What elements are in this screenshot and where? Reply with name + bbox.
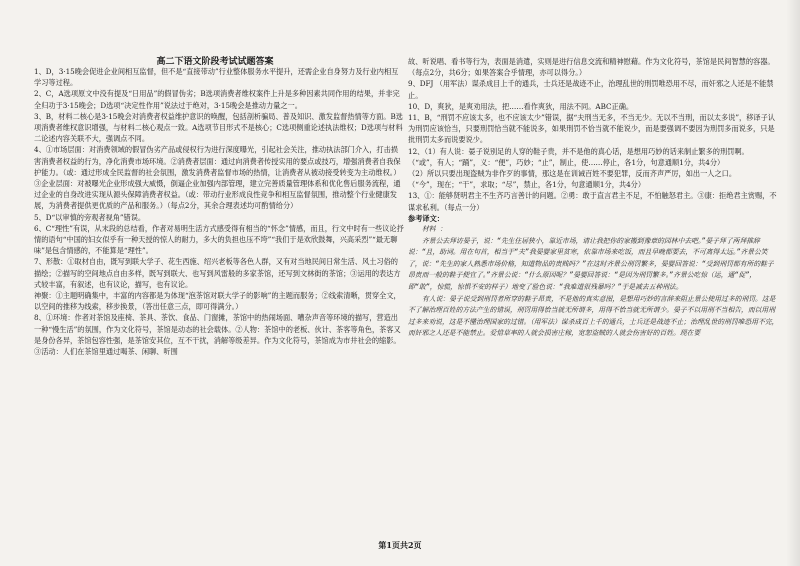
answer-9: 9、DFJ （用军法）谋杀成目上千的通兵，士兵还是战迹不止，治理乱世的刑罚唯恐用不尽，而奸邪之人还是不能禁止。 [408, 79, 774, 100]
answer-12-2-score: （“今”，现在；“干”，求取；“尽”，禁止，各1分，句意通顺1分，共4分） [408, 180, 646, 190]
answer-13: 13、①：能够贤明君主不生齐巧言善计的问题。②勇：敢于直言君主不足，不怕触怒君主。③康：拒绝君主赏赐，不谋求私利。（每点一分） [408, 191, 777, 212]
answer-12-1: 12、（1）有人说：晏子说别足的人穿的鞋子贵，并不是他的真心话，是想用巧妙的话来制止繁多的刑罚啊。 [408, 146, 749, 156]
page-title: 高二下语文阶段考试试题答案 [156, 57, 274, 67]
answer-7-form: 7、形散：①取材自由，既写到联大学子、花生西施、绍兴老板等各色人群，又有对当地民间日常生活、风土习俗的描绘；②描写的空间地点自由多样，既写到联大、也写到风雷般的多家茶馆，还写到文林街的茶馆；③运用的表达方式较丰富，有叙述，也有议论，描写，也有议论。 [34, 257, 401, 289]
page-footer: 第1页共2页 [378, 540, 422, 550]
scan-edge-shadow [786, 0, 800, 566]
material-label: 材料 ： [422, 225, 447, 234]
answer-7-spirit: 神聚：①主题明确集中，丰富的内容都是为体现“泡茶馆对联大学子的影响”的主题而服务；②线索清晰，贯穿全文，以空间的推移为线索，移步换景，（答出任意三点，即可得满分。） [34, 291, 401, 312]
answer-12-2: （2）所以只要出现盗贼为非作歹的事情，那这是在训诫百姓不要犯罪，反而齐声严厉，如出一人之口。 [408, 169, 737, 179]
translation-para-2: 有人说：晏子说受到刑罚者所穿的鞋子昂贵，不是他的真实意图，是想用巧妙的言辞来阻止景公使用过多的刑罚。这是不了解治理百姓的方法产生的错误，刑罚用得恰当就无所谓多，用得不恰当就无所谓少。晏子不以用刑不当相告，而以用刑过多来劝说，这是不懂治理国家的过错。（用军法）谋杀成百上千的通兵，士兵还是战迹不止；治理乱世的刑罚唯恐用不完，而奸邪之人还是不能禁止。爱惜草率的人就会损害庄稼，宽恕盗贼的人就会伤害好的百姓。现在要 [408, 294, 779, 338]
answer-5: 5、D“以审慎的旁观者视角”错误。 [34, 212, 146, 222]
answer-6: 6、C“理性”有误，从末段的总结看，作者对易明生活方式感受得有相当的“怀念”情感，而且，行文中时有一些议论抒情的语句“中国的妇女似乎有一种天授的惊人的耐力，多大的负担也压不垮”“我们于是欢欣鼓舞，兴高采烈”“最无聊味”是包含情感的，不能算是“理性”。 [34, 223, 404, 256]
answer-12-1-score: （“或”，有人；“踊”，义：“便”，巧妙；“止”，制止，使……停止，各1分，句意通顺1分，共4分） [408, 157, 725, 167]
answer-8: 8、①环境：作者对茶馆及座椅、茶具、茶饮、食品、门窗摊，茶馆中的热闹场面、嘈杂声音等环境的描写，营造出一种“慢生活”的氛围，作为文化符号，茶馆是动态的社会载体。②人物：茶馆中的老板、伙计、茶客等角色，茶客又是身份各异，茶馆包容性强，是茶馆安其位，互不干扰，消解等级差异。作为文化符号，茶馆成为市井社会的缩影。③活动：人们在茶馆里通过喝茶、闲聊、听围 [34, 313, 401, 357]
answer-2: 2、C，A选项原文中没有提及“日用品”的假冒伪劣；B选项消费者维权案件上升是多种因素共同作用的结果，并非完全归功于3·15晚会；D选项“决定性作用”说法过于绝对，3·15晚会是推动力量之一。 [34, 89, 400, 110]
answer-11: 11、B，“刑罚不应该太多，也不应该太少”错误，据“夫刑当无多，不当无少。无以不当刑，而以太多说”，移译子认为刑罚应该恰当，只要刑罚恰当就不能说多，如果刑罚不恰当就不能说少，而是要强调不要因为刑罚多而说多，只是批刑罚太多而说要说少。 [408, 113, 775, 145]
answer-1: 1、D，3·15晚会促进企业间相互监督，但不是“直接带动”行业整体服务水平提升，还需企业自身努力及行业内相互学习等过程。 [34, 67, 399, 88]
left-column [34, 66, 404, 357]
answer-8-cont: 故、听说唱、看书等行为，表面是消遣，实则是进行信息交流和精神慰藉。作为文化符号，茶馆是民间智慧的容器。（每点2分，共6分；如果答案合乎情理，亦可以得分。） [408, 57, 775, 78]
answer-10: 10、D，爽狄，是爽劝用法，把……看作爽狄，用法不同。ABC正确。 [408, 101, 634, 111]
right-column [408, 56, 780, 340]
answer-4: 4、①市场层面：对消费领域的假冒伪劣产品或侵权行为进行深度曝光，引起社会关注，推动执法部门介入，打击损害消费者权益的行为，净化消费市场环境。②消费者层面：通过向消费者传授实用的要点或技巧，增强消费者自我保护能力。（或：通过形成全民监督的社会氛围，激发消费者监督市场的热情，让消费者从被动接受转变为主动维权。）③企业层面：对被曝光企业形成强大威慑，倒逼企业加强内部管理，建立完善质量管理体系和优化售后服务流程，通过企业的自身改进实现从源头保障消费者权益。（或：带动行业形成良性竞争和相互监督氛围，推动整个行业健康发展，为消费者提供更优质的产品和服务。）（每点2分，其余合理表述均可酌情给分） [34, 145, 401, 211]
reference-translation-heading: 参考译文： [408, 213, 444, 223]
answer-3: 3、B，材料二核心是3·15晚会对消费者权益维护意识的唤醒，包括剖析骗局、普及知识、激发监督热情等方面。B选项消费者维权意识增强，与材料二核心观点一致。A选项节目形式不是核心；C选项侧重论述执法维权；D选项与材料二论述内容关联不大，强调点不同。 [34, 111, 403, 144]
translation-para-1: 齐景公去拜访晏子，说：“先生住居狭小，靠近市场，请让我把你的家搬到豫章的园林中去吧。”晏子拜了两拜推辞说：“且，助词。用在句首，相当于“夫”我晏婴家里贫寒，依靠市场来吃饭，而且早晚都要去，不可离得太远。”齐景公笑了，说：“先生的家人熟悉市场价格，知道物品的贵贱吗？”在这时齐景公刑罚繁多，晏婴回答说：“受到刑罚都有所的鞋子昂贵而一般的鞋子便宜了。”齐景公说：“什么原因呢？”晏婴回答说：“是因为刑罚繁多。”齐景公吃惊（运，通“促”，即“敢”，惊慌，惊惧不安的样子）地变了脸色说：“我难道很残暴吗？”于是减去五种刑法。 [408, 236, 774, 292]
